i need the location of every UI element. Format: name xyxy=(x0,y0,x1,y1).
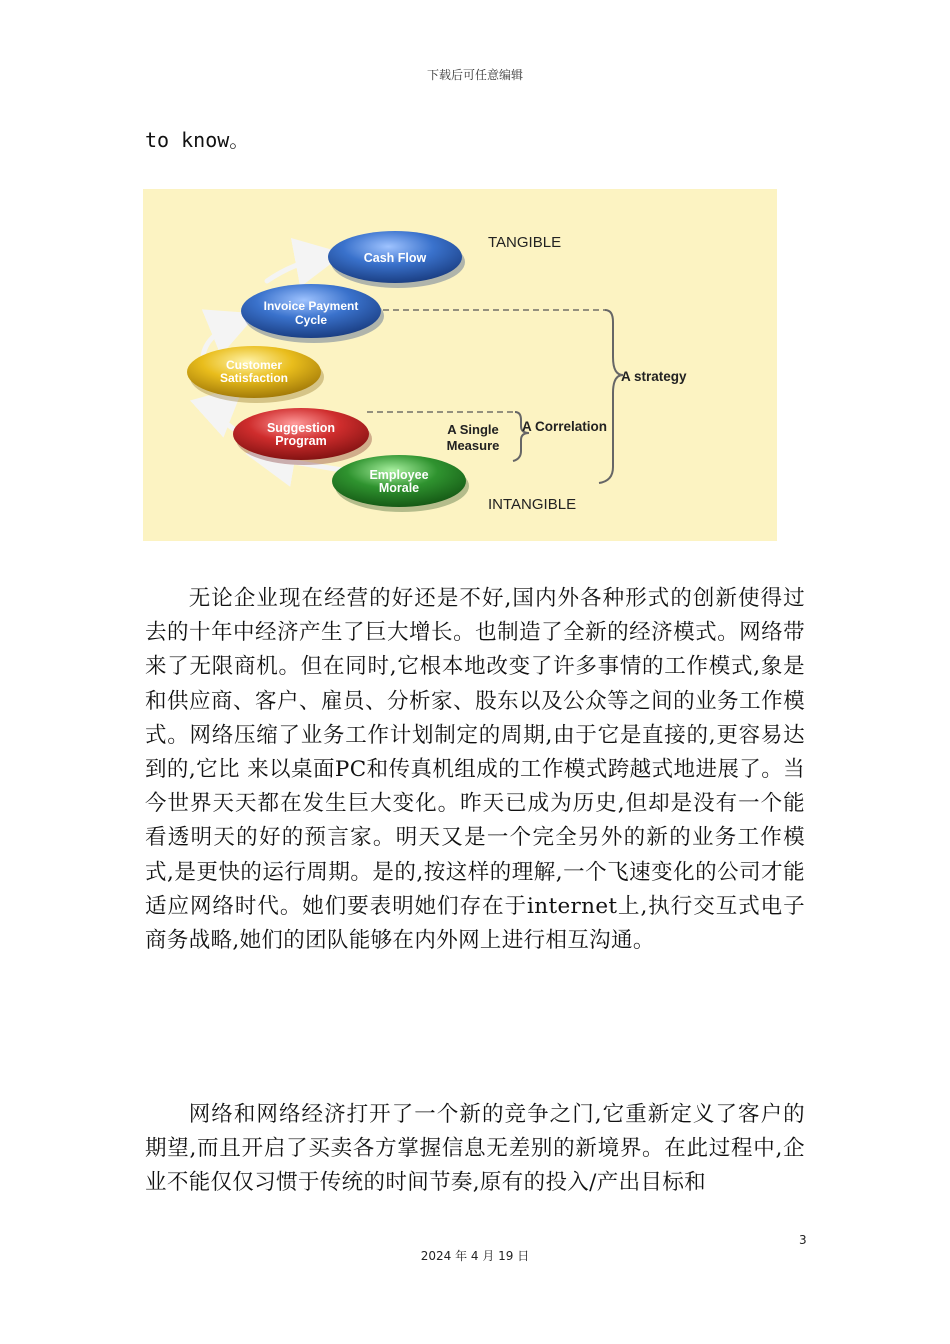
dashed-connectors xyxy=(367,310,605,412)
strategy-label: A strategy xyxy=(621,369,687,384)
employee-label-1: Employee xyxy=(369,468,429,482)
intro-text: to know。 xyxy=(145,128,250,152)
invoice-label-2: Cycle xyxy=(294,313,328,327)
body-paragraph-1 xyxy=(145,582,805,958)
single-measure-label-2: Measure xyxy=(446,438,500,453)
diagram-canvas xyxy=(143,189,777,541)
page-header: 下载后可任意编辑 xyxy=(426,68,523,82)
suggestion-label-1: Suggestion xyxy=(266,421,336,435)
customer-label-1: Customer xyxy=(225,358,283,372)
employee-label-2: Morale xyxy=(378,481,420,495)
node-invoice-payment-cycle xyxy=(241,284,384,343)
paragraph-2-text: 网络和网络经济打开了一个新的竞争之门,它重新定义了客户的期望,而且开启了买卖各方掌握信息无差别的新境界。在此过程中,企业不能仅仅习惯于传统的时间节奏,原有的投入/产出目标和 xyxy=(145,1102,805,1196)
page-number: 3 xyxy=(799,1233,807,1247)
body-paragraph-2 xyxy=(145,1098,805,1201)
braces xyxy=(513,310,623,483)
cash-flow-label: Cash Flow xyxy=(363,251,427,265)
single-measure-label-1: A Single xyxy=(447,422,499,437)
node-customer-satisfaction xyxy=(187,346,324,403)
invoice-label-1: Invoice Payment xyxy=(263,299,359,313)
suggestion-label-2: Program xyxy=(275,434,327,448)
intangible-label: INTANGIBLE xyxy=(488,496,577,513)
node-suggestion-program xyxy=(233,408,372,465)
correlation-label: A Correlation xyxy=(522,419,608,434)
strategy-diagram xyxy=(143,189,777,541)
paragraph-1-text: 无论企业现在经营的好还是不好,国内外各种形式的创新使得过去的十年中经济产生了巨大增长。也制造了全新的经济模式。网络带来了无限商机。但在同时,它根本地改变了许多事情的工作模式,象是和供应商、客户、雇员、分析家、股东以及公众等之间的业务工作模式。网络压缩了业务工作计划制定的周期,由于它是直接的,更容易达到的,它比 来以桌面PC和传真机组成的工作模式跨越式地进展了。当今世界天天都在发生巨大变化。昨天已成为历史,但却是没有一个能看透明天的好的预言家。明天又是一个完全另外的新的业务工作模式,是更快的运行周期。是的,按这样的理解,一个飞速变化的公司才能适应网络时代。她们要表明她们存在于internet上,执行交互式电子商务战略,她们的团队能够在内外网上进行相互沟通。 xyxy=(145,586,805,954)
node-employee-morale xyxy=(332,455,469,512)
page-footer-date: 2024 年 4 月 19 日 xyxy=(420,1249,530,1263)
customer-label-2: Satisfaction xyxy=(219,371,289,385)
tangible-label: TANGIBLE xyxy=(488,234,562,251)
node-cash-flow xyxy=(328,231,465,288)
